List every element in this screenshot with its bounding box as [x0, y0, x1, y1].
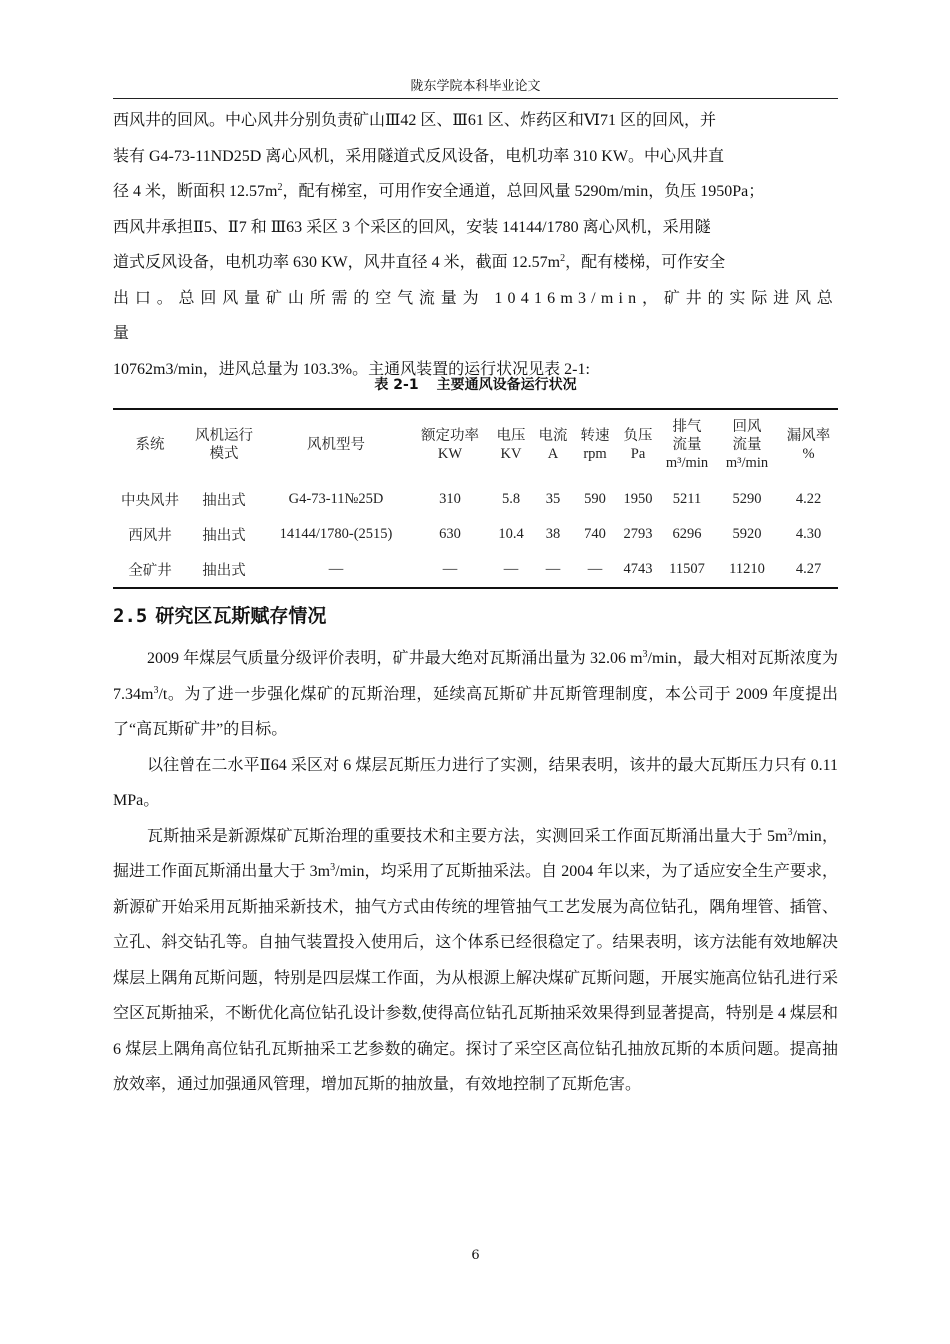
- table-cell: 310: [439, 491, 461, 507]
- section-number: 2.5: [113, 605, 148, 627]
- superscript: 3: [787, 826, 793, 838]
- column-header: 电压 KV: [496, 428, 526, 462]
- column-header: 风机运行 模式: [195, 428, 253, 462]
- table-cell: 抽出式: [202, 563, 246, 579]
- table-cell: —: [545, 561, 561, 577]
- table-cell: 11210: [729, 561, 765, 577]
- superscript: 3: [642, 649, 648, 660]
- table-cell: 抽出式: [202, 493, 246, 509]
- table-title: 主要通风设备运行状况: [436, 377, 577, 393]
- intro-line: 出口。总回风量矿山所需的空气流量为 10416m3/min，矿井的实际进风总量: [113, 289, 838, 342]
- table-cell: 4.27: [795, 561, 822, 577]
- table-header-row: [113, 409, 838, 482]
- table-cell: 10.4: [498, 526, 524, 542]
- table-cell: 西风井: [128, 528, 172, 544]
- section-title: 研究区瓦斯赋存情况: [155, 605, 327, 627]
- column-header: 电流 A: [538, 428, 568, 462]
- body-text: [113, 641, 838, 1103]
- table-cell: 中央风井: [121, 493, 179, 509]
- table-cell: 14144/1780-(2515): [279, 526, 393, 542]
- table-row: [113, 517, 838, 552]
- intro-line: 西风井承担Ⅱ5、Ⅱ7 和 Ⅲ63 采区 3 个采区的回风，安装 14144/1780 离心风机，采用隧: [113, 218, 711, 236]
- table-cell: —: [587, 561, 603, 577]
- table-cell: 5920: [732, 526, 762, 542]
- column-header: 回风 流量 m³/min: [725, 419, 769, 471]
- column-header: 额定功率 KW: [421, 428, 479, 462]
- intro-line: 道式反风设备，电机功率 630 KW，风井直径 4 米，截面 12.57m: [113, 254, 561, 271]
- intro-line: 10762m3/min，进风总量为 103.3%。主通风装置的运行状况见表 2-1:: [113, 360, 590, 378]
- table-cell: 11507: [669, 561, 705, 577]
- table-row: [113, 552, 838, 588]
- table-cell: —: [503, 561, 519, 577]
- ventilation-table: [113, 408, 838, 589]
- table-cell: 5.8: [501, 491, 521, 507]
- table-cell: G4-73-11№25D: [288, 491, 384, 507]
- table-cell: 4.22: [795, 491, 822, 507]
- column-header: 风机型号: [307, 437, 365, 453]
- paragraph: 瓦斯抽采是新源煤矿瓦斯治理的重要技术和主要方法，实测回采工作面瓦斯涌出量大于 $5m^3/\min$，掘进工作面瓦斯涌出量大于 $3m^3/\min$，均采用了瓦斯抽采法。自 2004 年以来，为了适应安全生产要求，新源矿开始采用瓦斯抽采新技术，抽气方式由传统的埋管抽气工艺发展为高位钻孔，隅角埋管、插管、立孔、斜交钻孔等。自抽气装置投入使用后，这个体系已经很稳定了。结果表明，该方法能有效地解决煤层上隅角瓦斯问题，特别是四层煤工作面，为从根源上解决煤矿瓦斯问题，开展实施高位钻孔进行采空区瓦斯抽采，不断优化高位钻孔设计参数,使得高位钻孔瓦斯抽采效果得到显著提高，特别是 4 煤层和 6 煤层上隅角高位钻孔瓦斯抽采工艺参数的确定。探讨了采空区高位钻孔抽放瓦斯的本质问题。提高抽放效率，通过加强通风管理，增加瓦斯的抽放量，有效地控制了瓦斯危害。: [113, 826, 838, 1093]
- running-header: 陇东学院本科毕业论文: [410, 79, 541, 94]
- section-heading: [113, 603, 326, 629]
- intro-line: 径 4 米，断面积 12.57m: [113, 183, 278, 200]
- superscript: 3: [153, 684, 159, 696]
- superscript: 2: [560, 253, 566, 264]
- column-header: 漏风率 %: [786, 428, 831, 462]
- intro-line: ，配有楼梯，可作安全: [565, 254, 726, 271]
- table-number: 表 2-1: [374, 377, 419, 393]
- table-cell: 35: [545, 491, 561, 507]
- page-number: 6: [471, 1248, 480, 1263]
- table-caption: [113, 374, 838, 394]
- column-header: 转速 rpm: [580, 428, 610, 462]
- intro-line: ，配有梯室，可用作安全通道，总回风量 5290m/min，负压 1950Pa；: [282, 183, 765, 200]
- table-cell: 38: [545, 526, 561, 542]
- table-cell: 4.30: [795, 526, 822, 542]
- table-cell: 5290: [732, 491, 762, 507]
- table-cell: —: [442, 561, 458, 577]
- intro-paragraph: [113, 103, 838, 387]
- table-cell: 630: [439, 526, 461, 542]
- intro-line: 装有 G4-73-11ND25D 离心风机，采用隧道式反风设备，电机功率 310 KW。中心风井直: [113, 147, 724, 165]
- table-cell: 全矿井: [128, 563, 172, 579]
- column-header: 系统: [135, 437, 165, 453]
- table-cell: 5211: [672, 491, 702, 507]
- table-cell: —: [328, 561, 344, 577]
- table-cell: 6296: [672, 526, 702, 542]
- column-header: 负压 Pa: [623, 428, 653, 462]
- table-cell: 2793: [623, 526, 653, 542]
- table-cell: 590: [584, 491, 606, 507]
- table-cell: 740: [584, 526, 606, 542]
- intro-line: 西风井的回风。中心风井分别负责矿山Ⅲ42 区、Ⅲ61 区、炸药区和Ⅵ71 区的回风，并: [113, 112, 716, 129]
- table-cell: 1950: [623, 491, 653, 507]
- table-row: [113, 482, 838, 517]
- paragraph: 以往曾在二水平Ⅱ64 采区对 6 煤层瓦斯压力进行了实测，结果表明，该井的最大瓦斯压力只有 0.11 MPa。: [113, 756, 838, 809]
- table-cell: 抽出式: [202, 528, 246, 544]
- superscript: 2: [277, 182, 283, 193]
- column-header: 排气 流量 m³/min: [665, 419, 709, 471]
- superscript: 3: [330, 862, 336, 873]
- paragraph: 2009 年煤层气质量分级评价表明，矿井最大绝对瓦斯涌出量为 32.06 $m^3/\min$，最大相对瓦斯浓度为 $7.34m^3/t$。为了进一步强化煤矿的瓦斯治理，延续高瓦斯矿井瓦斯管理制度，本公司于 2009 年度提出了“高瓦斯矿井”的目标。: [113, 649, 838, 738]
- header-rule: [113, 98, 838, 99]
- table-cell: 4743: [623, 561, 653, 577]
